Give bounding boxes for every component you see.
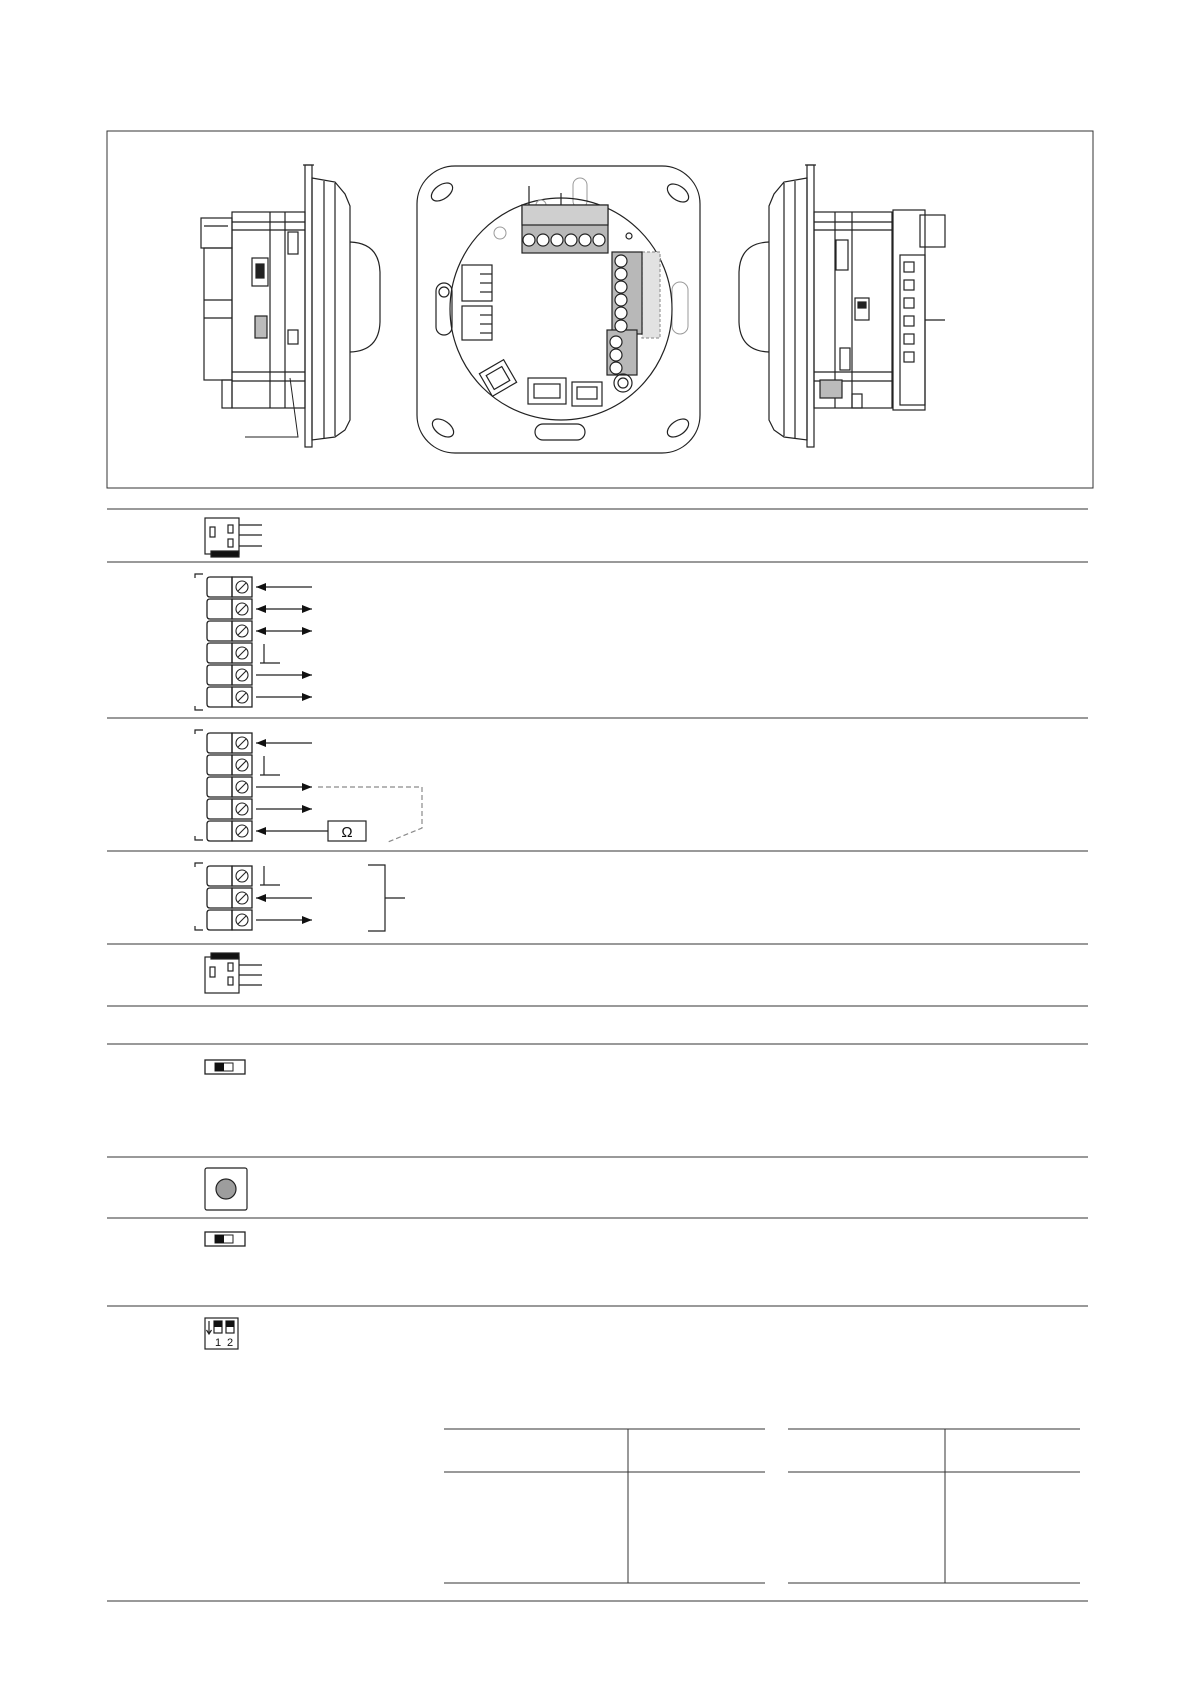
ground-symbol [260, 866, 280, 885]
terminal-block-3-icon [195, 863, 405, 931]
setting-table-left [444, 1429, 765, 1583]
terminal-2 [207, 888, 252, 908]
row-separators [107, 509, 1088, 1601]
terminal-2 [207, 755, 252, 775]
dip-switch-icon [205, 1318, 238, 1349]
terminal-4 [207, 799, 252, 819]
terminal-5 [207, 821, 252, 841]
terminal-3 [207, 621, 252, 641]
plug-connector-icon [205, 518, 262, 557]
terminal-block-5-icon [195, 730, 422, 842]
slide-switch-icon [205, 1232, 245, 1246]
dip-switch-label-1: 1 [214, 1337, 222, 1349]
terminal-4 [207, 643, 252, 663]
terminal-5 [207, 665, 252, 685]
push-button-icon [205, 1168, 247, 1210]
dip-switch-label-2: 2 [226, 1337, 234, 1349]
terminal-1 [207, 733, 252, 753]
terminal-6 [207, 687, 252, 707]
terminal-3 [207, 910, 252, 930]
front-view-icon [417, 166, 700, 453]
slide-switch-icon [205, 1060, 245, 1074]
terminal-3 [207, 777, 252, 797]
terminal-1 [207, 866, 252, 886]
resistor-label: Ω [341, 824, 353, 841]
figure-frame [107, 131, 1093, 488]
side-view-left-icon [201, 165, 380, 447]
ground-symbol [260, 756, 280, 775]
side-view-right-icon [739, 165, 945, 447]
terminal-1 [207, 577, 252, 597]
terminal-block-6-icon [195, 574, 312, 710]
ground-symbol [260, 644, 280, 663]
group-bracket [368, 865, 405, 931]
setting-table-right [788, 1429, 1080, 1583]
plug-connector-icon [205, 953, 262, 993]
dashed-connection-line [318, 787, 422, 842]
terminal-2 [207, 599, 252, 619]
